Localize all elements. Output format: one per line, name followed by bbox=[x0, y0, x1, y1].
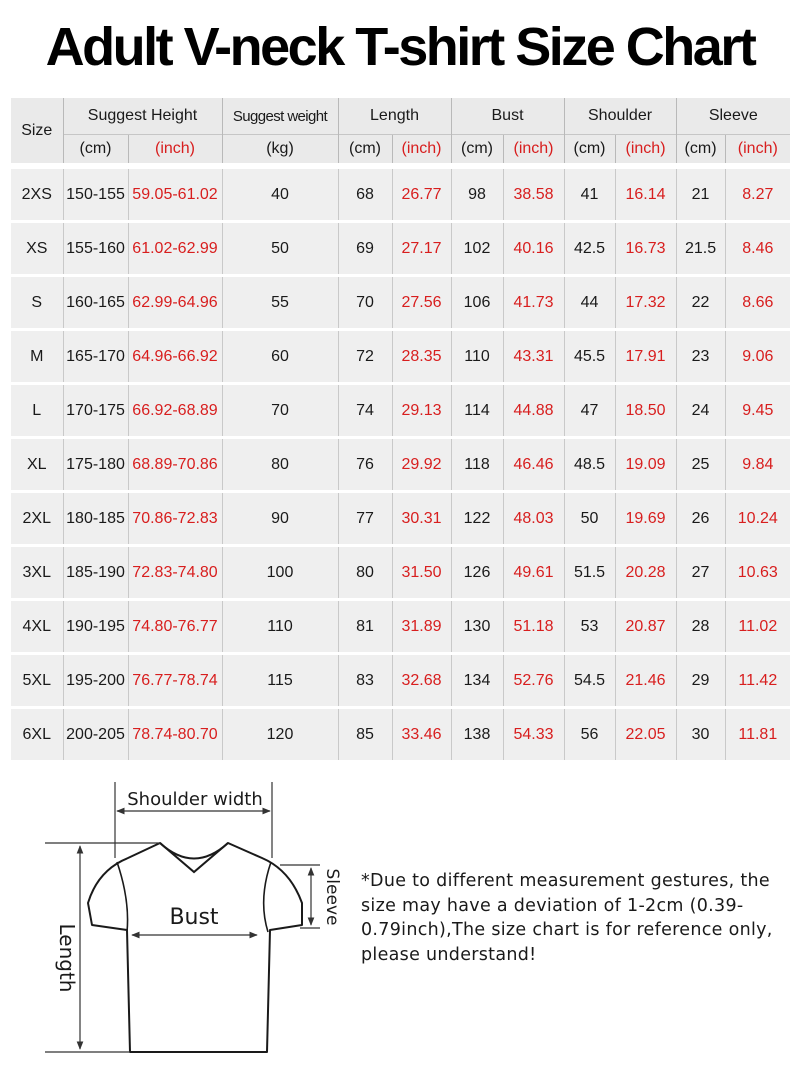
cell-bust-in: 51.18 bbox=[503, 600, 564, 654]
cell-shoulder-in: 21.46 bbox=[615, 654, 676, 708]
cell-size: 2XS bbox=[11, 169, 63, 222]
cell-shoulder-cm: 42.5 bbox=[564, 222, 615, 276]
cell-sleeve-cm: 23 bbox=[676, 330, 725, 384]
bust-header: Bust bbox=[451, 98, 564, 135]
header-row bbox=[11, 98, 790, 135]
cell-bust-cm: 114 bbox=[451, 384, 503, 438]
cell-sleeve-in: 8.46 bbox=[725, 222, 790, 276]
cell-height-cm: 160-165 bbox=[63, 276, 128, 330]
cell-length-in: 26.77 bbox=[392, 169, 451, 222]
cell-bust-cm: 122 bbox=[451, 492, 503, 546]
cell-length-cm: 77 bbox=[338, 492, 392, 546]
size-chart-table bbox=[11, 98, 790, 763]
cell-size: S bbox=[11, 276, 63, 330]
sleeve-label: Sleeve bbox=[322, 868, 342, 926]
cell-height-cm: 175-180 bbox=[63, 438, 128, 492]
cell-height-in: 62.99-64.96 bbox=[128, 276, 222, 330]
cell-shoulder-in: 16.73 bbox=[615, 222, 676, 276]
cell-sleeve-in: 11.81 bbox=[725, 708, 790, 762]
shoulder-header: Shoulder bbox=[564, 98, 676, 135]
cell-sleeve-in: 9.84 bbox=[725, 438, 790, 492]
cell-length-in: 27.56 bbox=[392, 276, 451, 330]
size-deviation-note: *Due to different measurement gestures, the size may have a deviation of 1-2cm (0.39-0.79inch),The size chart is for reference only, please understand! bbox=[361, 871, 773, 965]
cell-size: XS bbox=[11, 222, 63, 276]
cell-height-cm: 190-195 bbox=[63, 600, 128, 654]
cell-bust-in: 54.33 bbox=[503, 708, 564, 762]
cell-size: XL bbox=[11, 438, 63, 492]
cell-bust-cm: 118 bbox=[451, 438, 503, 492]
unit-cm: (cm) bbox=[451, 135, 503, 164]
table-row bbox=[11, 546, 790, 600]
cell-height-in: 59.05-61.02 bbox=[128, 169, 222, 222]
cell-sleeve-in: 11.02 bbox=[725, 600, 790, 654]
cell-sleeve-cm: 21.5 bbox=[676, 222, 725, 276]
cell-bust-in: 43.31 bbox=[503, 330, 564, 384]
table-row bbox=[11, 654, 790, 708]
cell-length-in: 29.92 bbox=[392, 438, 451, 492]
cell-height-cm: 170-175 bbox=[63, 384, 128, 438]
cell-sleeve-cm: 27 bbox=[676, 546, 725, 600]
unit-row bbox=[11, 135, 790, 164]
unit-inch: (inch) bbox=[503, 135, 564, 164]
cell-shoulder-in: 20.28 bbox=[615, 546, 676, 600]
cell-length-cm: 81 bbox=[338, 600, 392, 654]
cell-sleeve-in: 10.63 bbox=[725, 546, 790, 600]
cell-length-in: 29.13 bbox=[392, 384, 451, 438]
cell-bust-cm: 106 bbox=[451, 276, 503, 330]
cell-sleeve-cm: 30 bbox=[676, 708, 725, 762]
cell-bust-in: 52.76 bbox=[503, 654, 564, 708]
table-row bbox=[11, 492, 790, 546]
cell-length-cm: 80 bbox=[338, 546, 392, 600]
table-row bbox=[11, 276, 790, 330]
cell-shoulder-in: 17.32 bbox=[615, 276, 676, 330]
unit-kg: (kg) bbox=[222, 135, 338, 164]
page-title: Adult V-neck T-shirt Size Chart bbox=[45, 17, 755, 77]
cell-weight-kg: 80 bbox=[222, 438, 338, 492]
cell-shoulder-in: 19.09 bbox=[615, 438, 676, 492]
cell-shoulder-cm: 51.5 bbox=[564, 546, 615, 600]
cell-size: 3XL bbox=[11, 546, 63, 600]
size-header: Size bbox=[11, 98, 63, 163]
cell-weight-kg: 70 bbox=[222, 384, 338, 438]
length-label: Length bbox=[55, 923, 79, 993]
cell-size: L bbox=[11, 384, 63, 438]
length-header: Length bbox=[338, 98, 451, 135]
cell-height-in: 61.02-62.99 bbox=[128, 222, 222, 276]
cell-height-in: 74.80-76.77 bbox=[128, 600, 222, 654]
cell-shoulder-in: 17.91 bbox=[615, 330, 676, 384]
cell-height-in: 78.74-80.70 bbox=[128, 708, 222, 762]
cell-weight-kg: 115 bbox=[222, 654, 338, 708]
cell-length-in: 30.31 bbox=[392, 492, 451, 546]
cell-length-cm: 69 bbox=[338, 222, 392, 276]
cell-length-cm: 76 bbox=[338, 438, 392, 492]
cell-size: 5XL bbox=[11, 654, 63, 708]
cell-height-cm: 155-160 bbox=[63, 222, 128, 276]
cell-length-in: 28.35 bbox=[392, 330, 451, 384]
table-row bbox=[11, 384, 790, 438]
table-row bbox=[11, 330, 790, 384]
table-row bbox=[11, 438, 790, 492]
unit-cm: (cm) bbox=[338, 135, 392, 164]
cell-length-in: 33.46 bbox=[392, 708, 451, 762]
cell-sleeve-cm: 26 bbox=[676, 492, 725, 546]
cell-weight-kg: 40 bbox=[222, 169, 338, 222]
cell-shoulder-in: 20.87 bbox=[615, 600, 676, 654]
height-header: Suggest Height bbox=[63, 98, 222, 135]
cell-length-cm: 72 bbox=[338, 330, 392, 384]
cell-sleeve-cm: 21 bbox=[676, 169, 725, 222]
cell-shoulder-in: 19.69 bbox=[615, 492, 676, 546]
table-row bbox=[11, 222, 790, 276]
cell-shoulder-in: 18.50 bbox=[615, 384, 676, 438]
cell-length-cm: 74 bbox=[338, 384, 392, 438]
cell-size: 6XL bbox=[11, 708, 63, 762]
cell-shoulder-in: 16.14 bbox=[615, 169, 676, 222]
cell-sleeve-cm: 24 bbox=[676, 384, 725, 438]
cell-length-cm: 85 bbox=[338, 708, 392, 762]
table-row bbox=[11, 169, 790, 222]
cell-size: M bbox=[11, 330, 63, 384]
cell-weight-kg: 100 bbox=[222, 546, 338, 600]
table-row bbox=[11, 600, 790, 654]
cell-shoulder-cm: 45.5 bbox=[564, 330, 615, 384]
cell-weight-kg: 55 bbox=[222, 276, 338, 330]
cell-height-cm: 165-170 bbox=[63, 330, 128, 384]
cell-shoulder-cm: 54.5 bbox=[564, 654, 615, 708]
cell-length-cm: 83 bbox=[338, 654, 392, 708]
weight-header: Suggest weight bbox=[222, 98, 338, 135]
sleeve-header: Sleeve bbox=[676, 98, 790, 135]
cell-weight-kg: 50 bbox=[222, 222, 338, 276]
cell-sleeve-cm: 29 bbox=[676, 654, 725, 708]
tshirt-diagram bbox=[0, 760, 360, 1072]
unit-inch: (inch) bbox=[128, 135, 222, 164]
unit-cm: (cm) bbox=[564, 135, 615, 164]
cell-bust-in: 48.03 bbox=[503, 492, 564, 546]
cell-height-cm: 195-200 bbox=[63, 654, 128, 708]
cell-weight-kg: 120 bbox=[222, 708, 338, 762]
cell-height-cm: 185-190 bbox=[63, 546, 128, 600]
cell-height-in: 72.83-74.80 bbox=[128, 546, 222, 600]
cell-shoulder-cm: 53 bbox=[564, 600, 615, 654]
cell-bust-in: 44.88 bbox=[503, 384, 564, 438]
cell-bust-cm: 134 bbox=[451, 654, 503, 708]
cell-height-cm: 150-155 bbox=[63, 169, 128, 222]
cell-bust-cm: 98 bbox=[451, 169, 503, 222]
cell-bust-in: 46.46 bbox=[503, 438, 564, 492]
cell-sleeve-in: 10.24 bbox=[725, 492, 790, 546]
shoulder-width-label: Shoulder width bbox=[127, 789, 263, 810]
cell-weight-kg: 110 bbox=[222, 600, 338, 654]
cell-height-in: 76.77-78.74 bbox=[128, 654, 222, 708]
cell-shoulder-cm: 47 bbox=[564, 384, 615, 438]
cell-bust-in: 41.73 bbox=[503, 276, 564, 330]
cell-sleeve-cm: 25 bbox=[676, 438, 725, 492]
unit-inch: (inch) bbox=[615, 135, 676, 164]
unit-inch: (inch) bbox=[392, 135, 451, 164]
cell-sleeve-in: 9.45 bbox=[725, 384, 790, 438]
cell-shoulder-cm: 56 bbox=[564, 708, 615, 762]
cell-height-in: 66.92-68.89 bbox=[128, 384, 222, 438]
cell-length-in: 31.50 bbox=[392, 546, 451, 600]
cell-size: 4XL bbox=[11, 600, 63, 654]
bust-label: Bust bbox=[169, 905, 219, 930]
cell-height-in: 70.86-72.83 bbox=[128, 492, 222, 546]
cell-size: 2XL bbox=[11, 492, 63, 546]
cell-length-in: 32.68 bbox=[392, 654, 451, 708]
cell-sleeve-cm: 28 bbox=[676, 600, 725, 654]
cell-height-in: 68.89-70.86 bbox=[128, 438, 222, 492]
cell-bust-in: 38.58 bbox=[503, 169, 564, 222]
cell-bust-cm: 130 bbox=[451, 600, 503, 654]
cell-sleeve-cm: 22 bbox=[676, 276, 725, 330]
cell-length-in: 31.89 bbox=[392, 600, 451, 654]
cell-bust-in: 49.61 bbox=[503, 546, 564, 600]
cell-sleeve-in: 8.27 bbox=[725, 169, 790, 222]
unit-inch: (inch) bbox=[725, 135, 790, 164]
cell-shoulder-cm: 48.5 bbox=[564, 438, 615, 492]
cell-sleeve-in: 9.06 bbox=[725, 330, 790, 384]
cell-length-in: 27.17 bbox=[392, 222, 451, 276]
cell-weight-kg: 60 bbox=[222, 330, 338, 384]
cell-length-cm: 70 bbox=[338, 276, 392, 330]
cell-shoulder-cm: 44 bbox=[564, 276, 615, 330]
cell-length-cm: 68 bbox=[338, 169, 392, 222]
cell-bust-cm: 110 bbox=[451, 330, 503, 384]
cell-height-in: 64.96-66.92 bbox=[128, 330, 222, 384]
cell-shoulder-cm: 50 bbox=[564, 492, 615, 546]
cell-height-cm: 180-185 bbox=[63, 492, 128, 546]
unit-cm: (cm) bbox=[676, 135, 725, 164]
cell-sleeve-in: 11.42 bbox=[725, 654, 790, 708]
cell-bust-cm: 126 bbox=[451, 546, 503, 600]
table-row bbox=[11, 708, 790, 762]
cell-shoulder-cm: 41 bbox=[564, 169, 615, 222]
cell-weight-kg: 90 bbox=[222, 492, 338, 546]
cell-bust-cm: 138 bbox=[451, 708, 503, 762]
cell-bust-cm: 102 bbox=[451, 222, 503, 276]
cell-bust-in: 40.16 bbox=[503, 222, 564, 276]
unit-cm: (cm) bbox=[63, 135, 128, 164]
cell-shoulder-in: 22.05 bbox=[615, 708, 676, 762]
cell-sleeve-in: 8.66 bbox=[725, 276, 790, 330]
cell-height-cm: 200-205 bbox=[63, 708, 128, 762]
